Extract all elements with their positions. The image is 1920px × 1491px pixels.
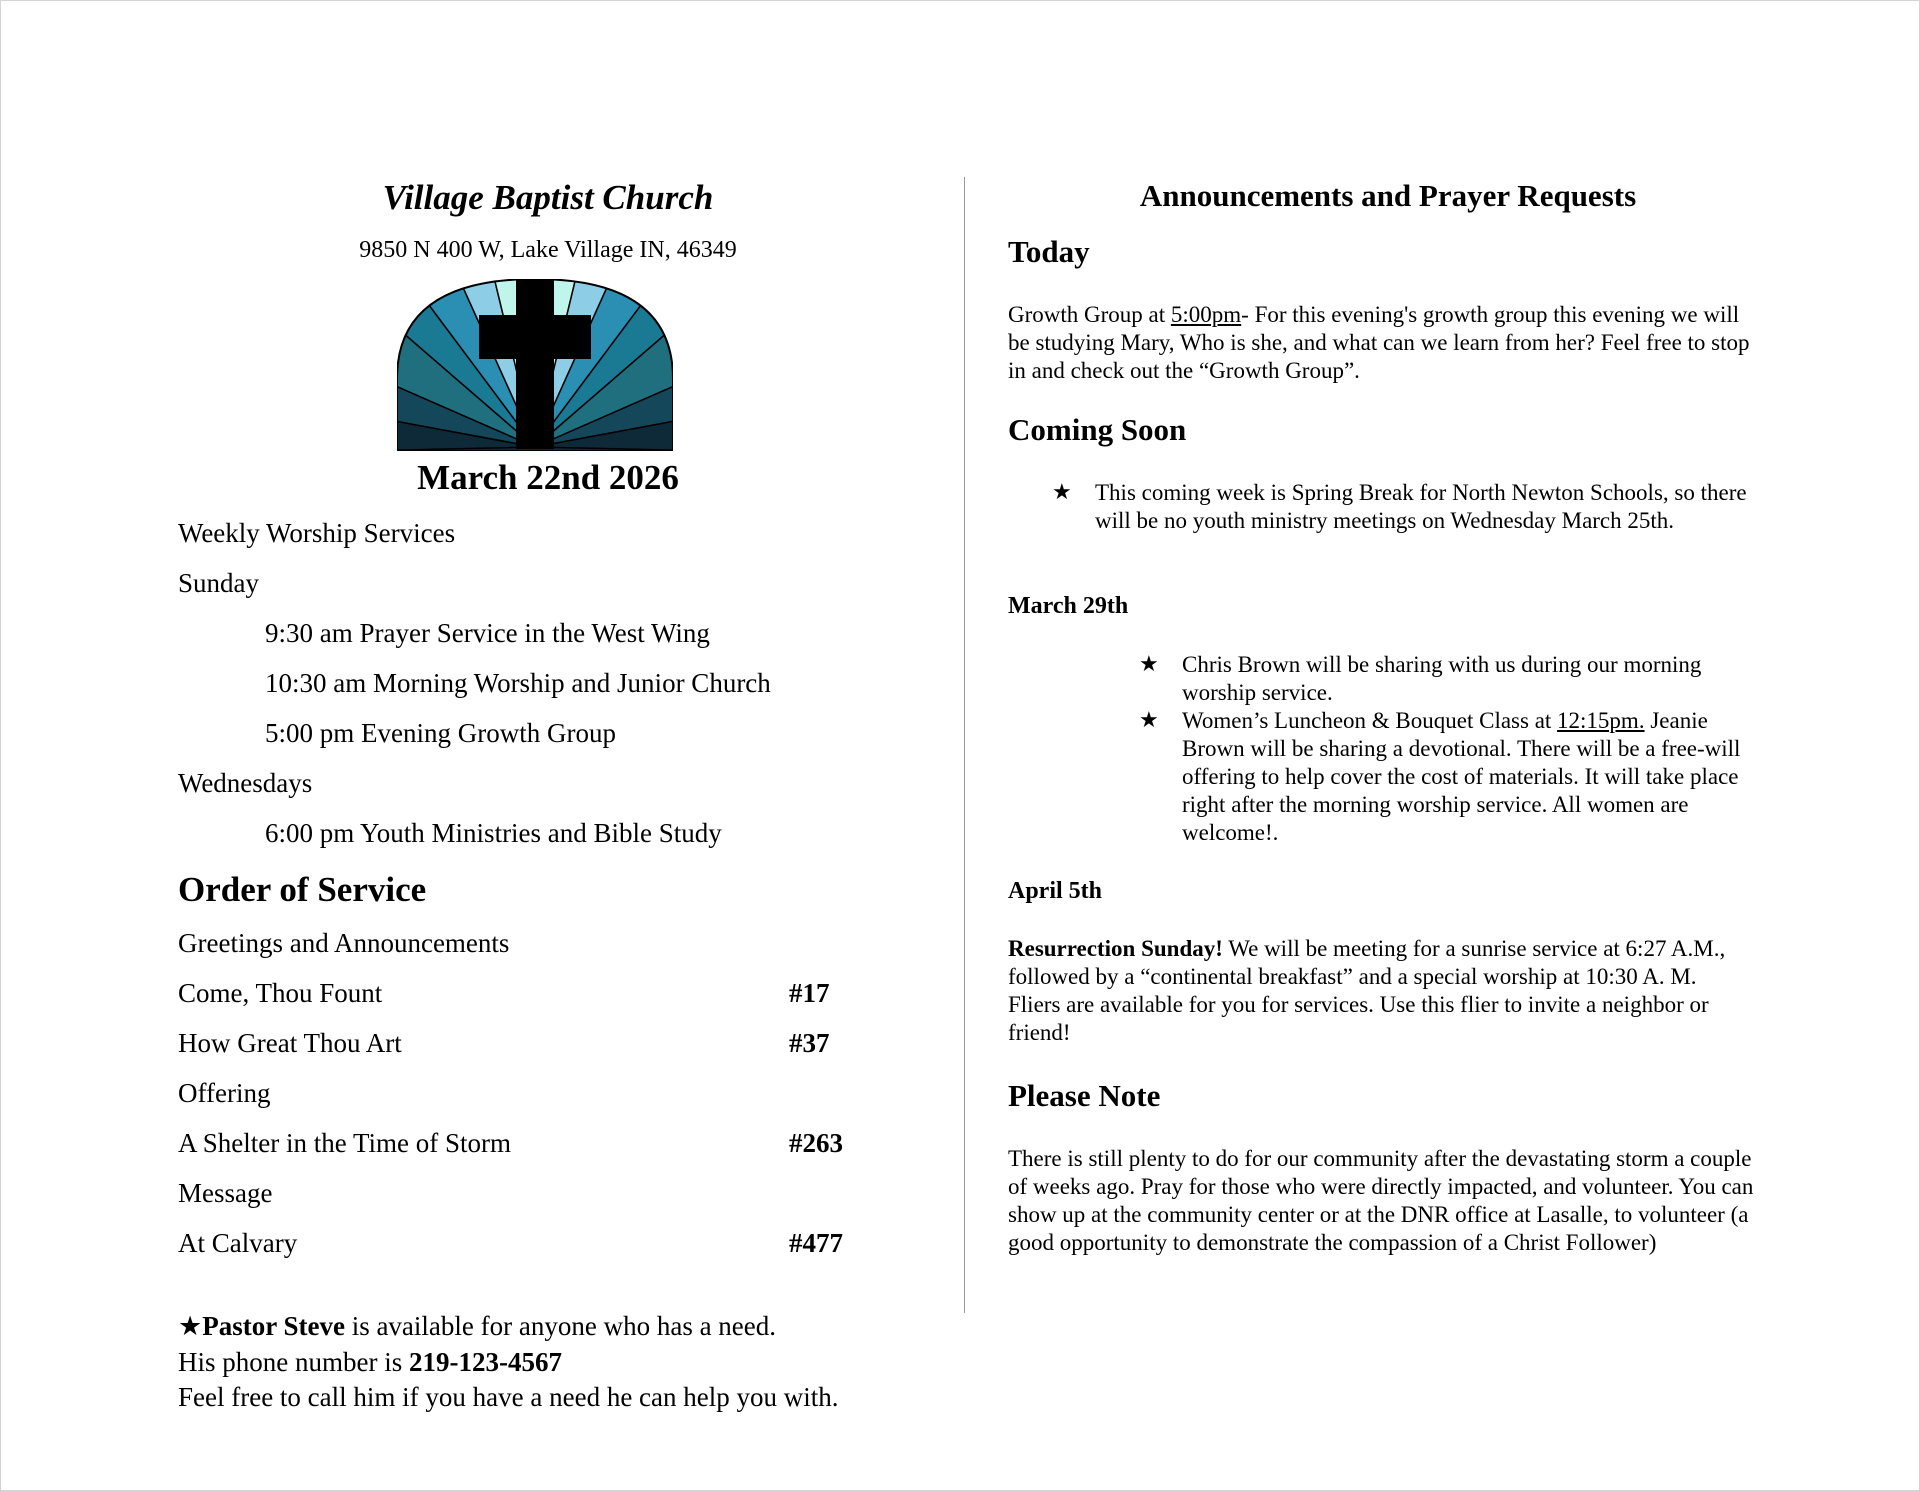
order-item-title: At Calvary — [178, 1228, 298, 1258]
pastor-contact-note — [178, 1309, 839, 1416]
star-icon: ★ — [178, 1311, 203, 1341]
pastor-line-1 — [178, 1309, 839, 1345]
sunday-label: Sunday — [178, 568, 259, 598]
column-divider — [964, 177, 965, 1313]
order-item — [178, 1027, 898, 1059]
weekly-services-title: Weekly Worship Services — [178, 518, 456, 548]
sunday-service-item: 9:30 am Prayer Service in the West Wing — [265, 618, 710, 648]
order-item-title: Offering — [178, 1078, 271, 1108]
today-time: 5:00pm — [1170, 302, 1242, 327]
service-date: March 22nd 2026 — [417, 458, 679, 497]
pastor-phone-label: His phone number is — [178, 1346, 409, 1377]
pastor-phone: 219-123-4567 — [408, 1346, 562, 1377]
today-heading: Today — [1008, 234, 1090, 269]
today-paragraph — [1008, 301, 1754, 385]
order-item — [178, 1077, 898, 1109]
star-icon: ★ — [1052, 480, 1072, 505]
order-item-title: Come, Thou Fount — [178, 978, 383, 1008]
announcements-title: Announcements and Prayer Requests — [1139, 178, 1637, 213]
cross-stained-glass-icon — [397, 279, 673, 451]
luncheon-time: 12:15pm. — [1557, 708, 1645, 733]
hymn-number: #17 — [789, 978, 830, 1008]
april-5-bold: Resurrection Sunday! — [1008, 936, 1223, 961]
order-item — [178, 977, 898, 1009]
wednesday-service-item: 6:00 pm Youth Ministries and Bible Study — [265, 818, 722, 848]
church-address: 9850 N 400 W, Lake Village IN, 46349 — [359, 237, 737, 263]
hymn-number: #37 — [789, 1028, 830, 1058]
order-item-title: How Great Thou Art — [178, 1028, 402, 1058]
order-item-title: A Shelter in the Time of Storm — [178, 1128, 512, 1158]
order-item — [178, 1127, 898, 1159]
march-29-text: Jeanie Brown will be sharing a devotional. There will be a free-will offering to help cover the cost of materials. It will take place right after the morning worship service. All women are welcome!. — [1182, 708, 1741, 845]
today-text: - For this evening's growth group this evening we will be studying Mary, Who is she, and what can we learn from her? Feel free to stop in and check out the “Growth Group”. — [1008, 302, 1750, 383]
april-5-text: We will be meeting for a sunrise service at 6:27 A.M., followed by a “continental breakfast” and a special worship at 10:30 A. M. Fliers are available for you for services. Use this flier to invite a neighbor or friend! — [1008, 936, 1726, 1045]
hymn-number: #263 — [789, 1128, 843, 1158]
order-item-title: Message — [178, 1178, 273, 1208]
order-of-service-heading: Order of Service — [178, 870, 427, 909]
star-icon: ★ — [1139, 652, 1159, 677]
hymn-number: #477 — [789, 1228, 843, 1258]
today-prefix: Growth Group at — [1008, 302, 1171, 327]
list-item — [1139, 707, 1754, 847]
march-29-text: Chris Brown will be sharing with us during our morning worship service. — [1182, 652, 1702, 705]
please-note-heading: Please Note — [1008, 1078, 1161, 1113]
church-name: Village Baptist Church — [382, 178, 714, 217]
order-item — [178, 927, 898, 959]
march-29-list — [1139, 651, 1754, 847]
coming-soon-text: This coming week is Spring Break for North Newton Schools, so there will be no youth ministry meetings on Wednesday March 25th. — [1095, 480, 1747, 533]
coming-soon-heading: Coming Soon — [1008, 412, 1187, 447]
pastor-line-1-text: is available for anyone who has a need. — [344, 1311, 777, 1341]
march-29-text: Women’s Luncheon & Bouquet Class at — [1182, 708, 1558, 733]
wednesday-label: Wednesdays — [178, 768, 313, 798]
sunday-service-item: 5:00 pm Evening Growth Group — [265, 718, 616, 748]
pastor-line-3: Feel free to call him if you have a need he can help you with. — [178, 1382, 839, 1412]
list-item — [1052, 479, 1754, 535]
list-item — [1139, 651, 1754, 707]
sunday-service-item: 10:30 am Morning Worship and Junior Church — [265, 668, 771, 698]
coming-soon-list — [1052, 479, 1754, 535]
pastor-name: Pastor Steve — [202, 1311, 345, 1341]
please-note-paragraph: There is still plenty to do for our community after the devastating storm a couple of weeks ago. Pray for those who were directly impacted, and volunteer. You can show up at the community center or at the DNR office at Lasalle, to volunteer (a good opportunity to demonstrate the compassion of a Christ Follower) — [1008, 1146, 1754, 1255]
april-5-heading: April 5th — [1008, 878, 1103, 904]
order-item — [178, 1227, 898, 1259]
order-item-title: Greetings and Announcements — [178, 928, 510, 958]
star-icon: ★ — [1139, 708, 1159, 733]
march-29-heading: March 29th — [1008, 593, 1129, 619]
april-5-paragraph — [1008, 935, 1754, 1047]
order-item — [178, 1177, 898, 1209]
pastor-line-2 — [178, 1345, 839, 1381]
